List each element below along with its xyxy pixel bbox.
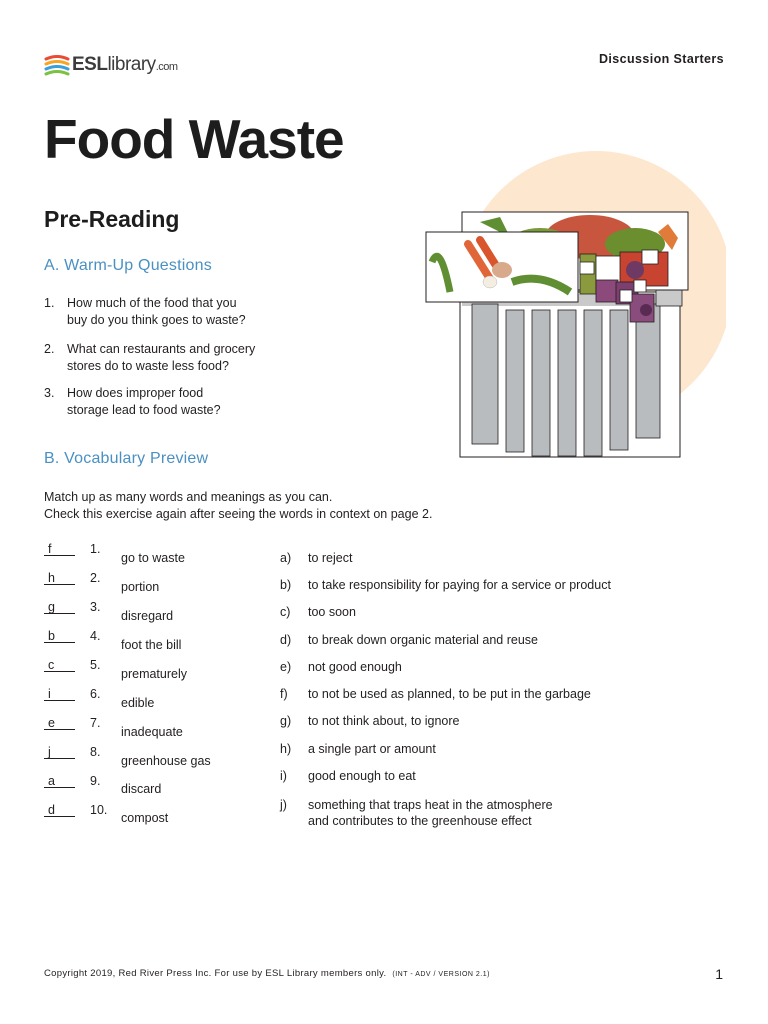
answer-blank[interactable]: e <box>44 716 75 730</box>
item-number: 3. <box>90 600 101 614</box>
definition-text: to reject <box>308 551 353 565</box>
vocab-instructions <box>44 489 432 523</box>
warmup-heading: A. Warm-Up Questions <box>44 257 212 274</box>
definition-text: not good enough <box>308 660 402 674</box>
question-text: How much of the food that you <box>67 296 237 310</box>
esl-library-logo-icon <box>44 53 70 77</box>
definition-letter: a) <box>280 551 292 565</box>
vocab-heading: B. Vocabulary Preview <box>44 450 209 467</box>
definition-letter: g) <box>280 714 292 728</box>
version-text: (INT - ADV / VERSION 2.1) <box>392 971 490 978</box>
definition-letter: i) <box>280 769 287 783</box>
question-text: What can restaurants and grocery <box>67 342 256 356</box>
vocab-word: go to waste <box>121 551 185 565</box>
answer-blank[interactable]: f <box>44 542 75 556</box>
trash-can-food-illustration <box>420 132 726 462</box>
vocab-word: greenhouse gas <box>121 754 211 768</box>
answer-blank[interactable]: i <box>44 687 75 701</box>
definition-text <box>308 797 553 829</box>
item-number: 2. <box>90 571 101 585</box>
answer-blank[interactable]: j <box>44 745 75 759</box>
copyright-text: Copyright 2019, Red River Press Inc. For use by ESL Library members only. <box>44 968 387 979</box>
item-number: 4. <box>90 629 101 643</box>
definition-text: to not be used as planned, to be put in the garbage <box>308 687 591 701</box>
item-number: 6. <box>90 687 101 701</box>
logo-text: ESLlibrary.com <box>72 54 178 75</box>
answer-blank[interactable]: g <box>44 600 75 614</box>
question-number: 1. <box>44 296 55 310</box>
answer-blank[interactable]: c <box>44 658 75 672</box>
question-number: 2. <box>44 342 55 356</box>
definition-letter: b) <box>280 578 292 592</box>
vocab-word: discard <box>121 782 162 796</box>
answer-blank[interactable]: a <box>44 774 75 788</box>
instruction-line: Check this exercise again after seeing the words in context on page 2. <box>44 507 433 521</box>
vocab-word: edible <box>121 696 155 710</box>
vocab-word: portion <box>121 580 160 594</box>
definition-text: to not think about, to ignore <box>308 714 460 728</box>
definition-line: something that traps heat in the atmosphere <box>308 798 553 812</box>
definition-letter: e) <box>280 660 292 674</box>
instruction-line: Match up as many words and meanings as you can. <box>44 490 333 504</box>
vocab-word: inadequate <box>121 725 183 739</box>
answer-blank[interactable]: d <box>44 803 75 817</box>
item-number: 9. <box>90 774 101 788</box>
vocab-word: disregard <box>121 609 174 623</box>
definition-letter: h) <box>280 742 292 756</box>
definition-letter: c) <box>280 605 291 619</box>
definition-text: good enough to eat <box>308 769 416 783</box>
esl-library-logo <box>44 52 178 78</box>
warmup-question <box>44 341 255 375</box>
definition-text: to take responsibility for paying for a service or product <box>308 578 611 592</box>
page-title: Food Waste <box>44 108 344 170</box>
answer-blank[interactable]: b <box>44 629 75 643</box>
item-number: 1. <box>90 542 101 556</box>
definition-text: too soon <box>308 605 356 619</box>
series-label: Discussion Starters <box>598 52 724 66</box>
item-number: 8. <box>90 745 101 759</box>
item-number: 7. <box>90 716 101 730</box>
warmup-question <box>44 385 221 419</box>
vocab-word: foot the bill <box>121 638 182 652</box>
definition-letter: d) <box>280 633 292 647</box>
definition-text: to break down organic material and reuse <box>308 633 538 647</box>
definition-letter: j) <box>280 798 287 812</box>
question-text: How does improper food <box>67 386 204 400</box>
question-text: stores do to waste less food? <box>67 359 229 373</box>
question-text: storage lead to food waste? <box>67 403 221 417</box>
footer-copyright <box>44 968 490 979</box>
question-text: buy do you think goes to waste? <box>67 313 246 327</box>
page-number: 1 <box>715 966 723 982</box>
question-number: 3. <box>44 386 55 400</box>
section-heading: Pre-Reading <box>44 206 180 232</box>
answer-blank[interactable]: h <box>44 571 75 585</box>
vocab-word: prematurely <box>121 667 187 681</box>
definition-letter: f) <box>280 687 288 701</box>
definition-line: and contributes to the greenhouse effect <box>308 814 532 828</box>
item-number: 5. <box>90 658 101 672</box>
vocab-word: compost <box>121 811 169 825</box>
item-number: 10. <box>90 803 108 817</box>
definition-text: a single part or amount <box>308 742 436 756</box>
warmup-question <box>44 295 246 329</box>
